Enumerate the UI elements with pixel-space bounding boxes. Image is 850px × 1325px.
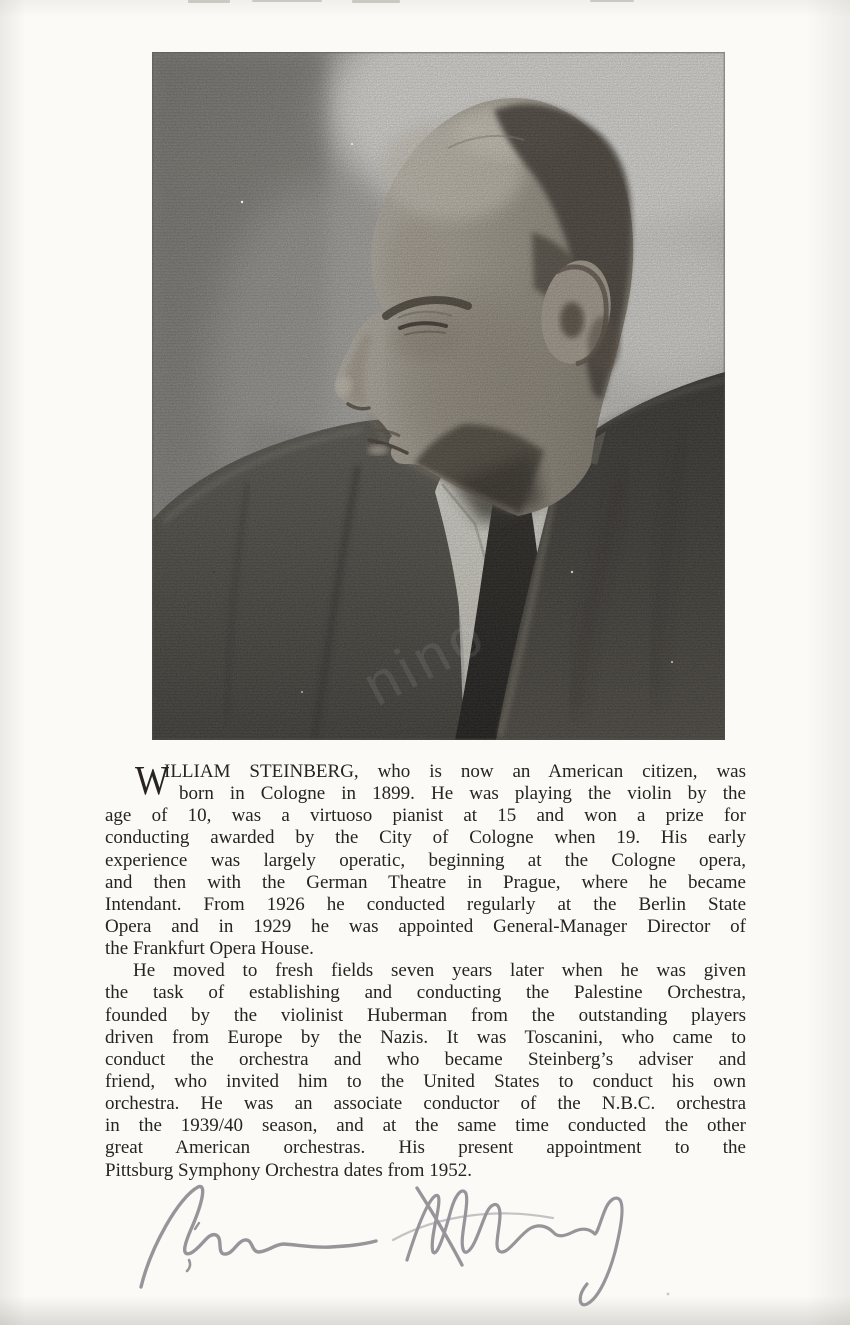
text-line: He moved to fresh fields seven years later when he was given: [133, 960, 746, 982]
text-line: founded by the violinist Huberman from the outstanding players: [105, 1004, 746, 1026]
text-line: driven from Europe by the Nazis. It was Toscanini, who came to: [105, 1026, 746, 1048]
scan-artifact: [590, 0, 634, 2]
text-line: conduct the orchestra and who became Steinberg’s adviser and: [105, 1048, 746, 1070]
text-line: and then with the German Theatre in Prague, where he became: [105, 871, 746, 893]
portrait-photo: [152, 52, 725, 740]
scan-artifact: [252, 0, 322, 2]
text-line: Opera and in 1929 he was appointed General-Manager Director of: [105, 915, 746, 937]
scan-artifact: [188, 0, 230, 3]
biography-text: [105, 757, 746, 1182]
text-line: friend, who invited him to the United States to conduct his own: [105, 1070, 746, 1092]
text-line: ILLIAM STEINBERG, who is now an American citizen, was: [164, 761, 746, 782]
text-line: born in Cologne in 1899. He was playing the violin by the: [179, 783, 746, 805]
text-line: orchestra. He was an associate conductor of the N.B.C. orchestra: [105, 1093, 746, 1115]
scan-artifact: [352, 0, 400, 3]
text-line: in the 1939/40 season, and at the same time conducted the other: [105, 1115, 746, 1137]
text-line: age of 10, was a virtuoso pianist at 15 and won a prize for: [105, 805, 746, 827]
halftone-lines: [152, 52, 725, 740]
text-line: great American orchestras. His present appointment to the: [105, 1137, 746, 1159]
text-line: the task of establishing and conducting the Palestine Orchestra,: [105, 982, 746, 1004]
text-line: experience was largely operatic, beginning at the Cologne opera,: [105, 849, 746, 871]
text-line: conducting awarded by the City of Cologne when 19. His early: [105, 827, 746, 849]
drop-cap: W: [135, 757, 169, 803]
text-line: Pittsburg Symphony Orchestra dates from 1952.: [105, 1159, 472, 1181]
text-line: Intendant. From 1926 he conducted regularly at the Berlin State: [105, 893, 746, 915]
signature: [95, 1172, 675, 1322]
text-line: the Frankfurt Opera House.: [105, 938, 314, 960]
